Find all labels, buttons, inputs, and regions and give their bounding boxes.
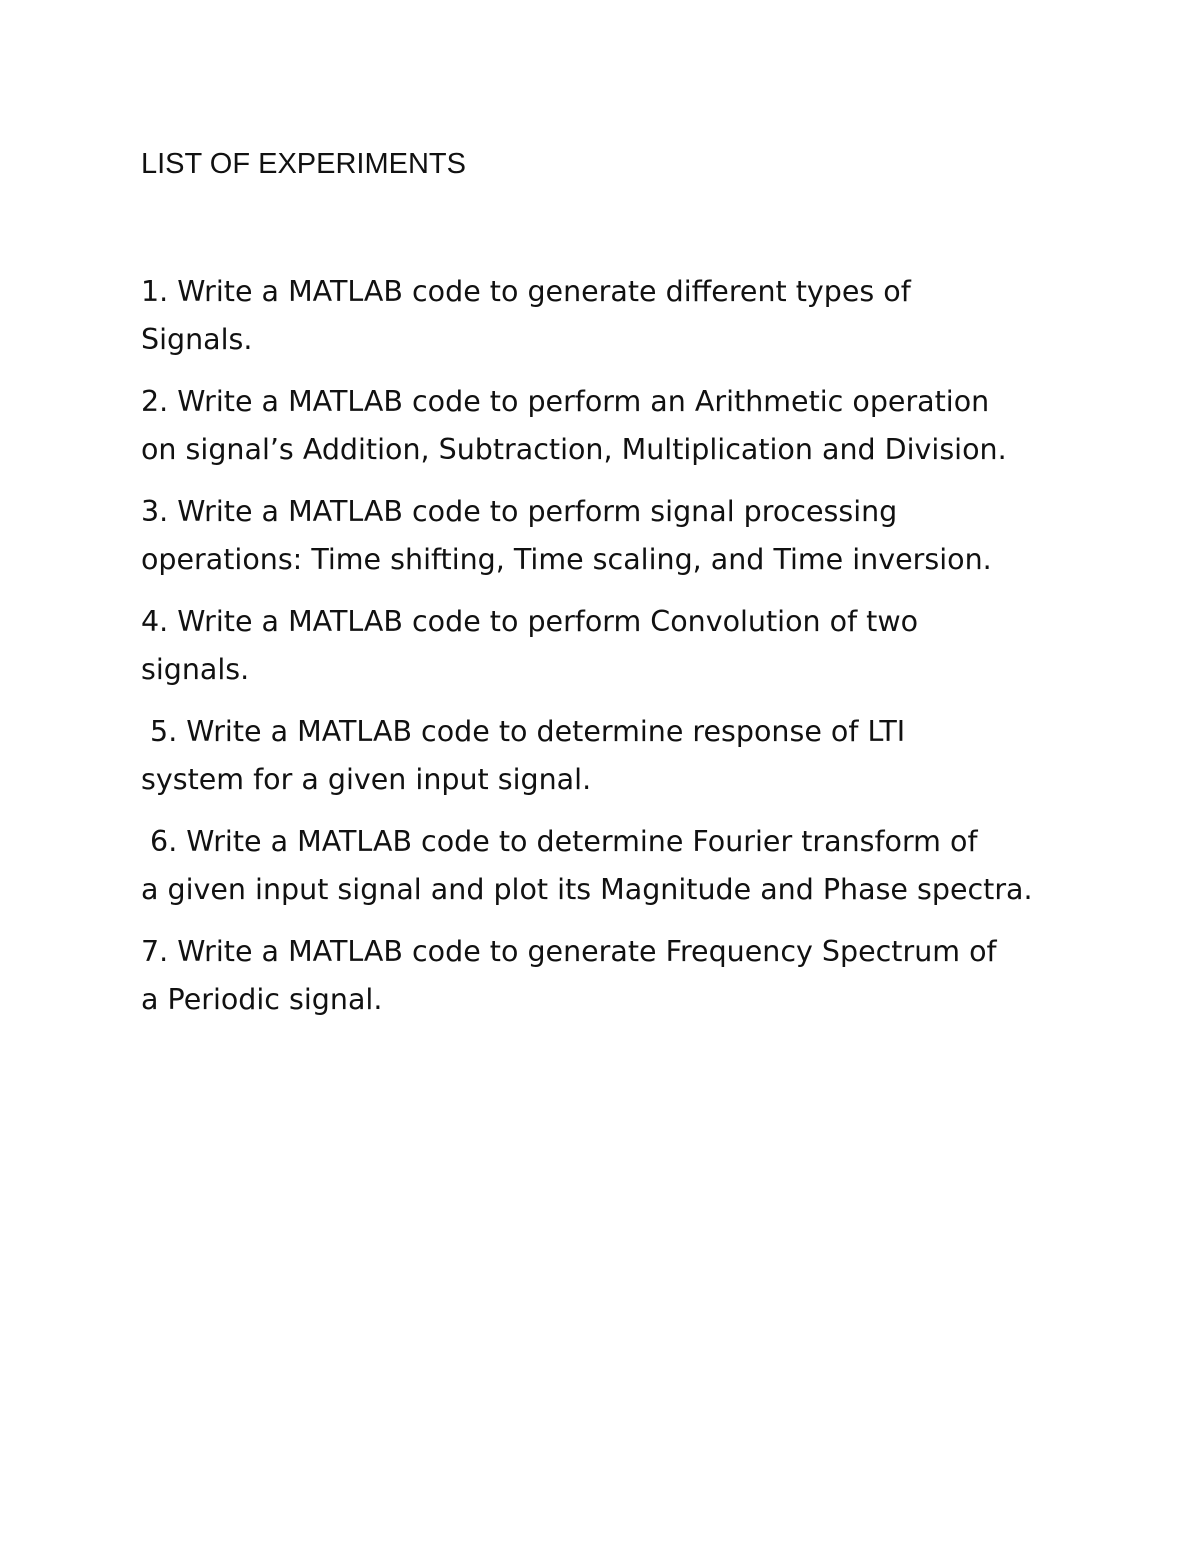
experiment-line: on signal’s Addition, Subtraction, Multiplication and Division. — [141, 433, 1007, 466]
experiment-line: 3. Write a MATLAB code to perform signal processing — [141, 495, 898, 528]
list-item-experiment-4 — [141, 598, 1061, 694]
list-item-experiment-7 — [141, 928, 1061, 1024]
experiment-line: signals. — [141, 653, 250, 686]
experiment-line: 1. Write a MATLAB code to generate different types of — [141, 275, 911, 308]
experiment-line: 6. Write a MATLAB code to determine Fourier transform of — [141, 825, 978, 858]
experiment-line: a Periodic signal. — [141, 983, 383, 1016]
experiment-list — [141, 268, 1061, 1038]
list-item-experiment-1 — [141, 268, 1061, 364]
list-item-experiment-5 — [141, 708, 1061, 804]
experiment-line: 7. Write a MATLAB code to generate Frequency Spectrum of — [141, 935, 997, 968]
experiment-line: 2. Write a MATLAB code to perform an Arithmetic operation — [141, 385, 990, 418]
experiment-line: Signals. — [141, 323, 253, 356]
list-item-experiment-2 — [141, 378, 1061, 474]
experiment-line: a given input signal and plot its Magnitude and Phase spectra. — [141, 873, 1033, 906]
experiment-line: operations: Time shifting, Time scaling, and Time inversion. — [141, 543, 992, 576]
list-item-experiment-6 — [141, 818, 1061, 914]
list-item-experiment-3 — [141, 488, 1061, 584]
experiment-line: 4. Write a MATLAB code to perform Convolution of two — [141, 605, 919, 638]
experiment-line: system for a given input signal. — [141, 763, 592, 796]
page-title: LIST OF EXPERIMENTS — [141, 148, 466, 180]
experiment-line: 5. Write a MATLAB code to determine response of LTI — [141, 715, 906, 748]
